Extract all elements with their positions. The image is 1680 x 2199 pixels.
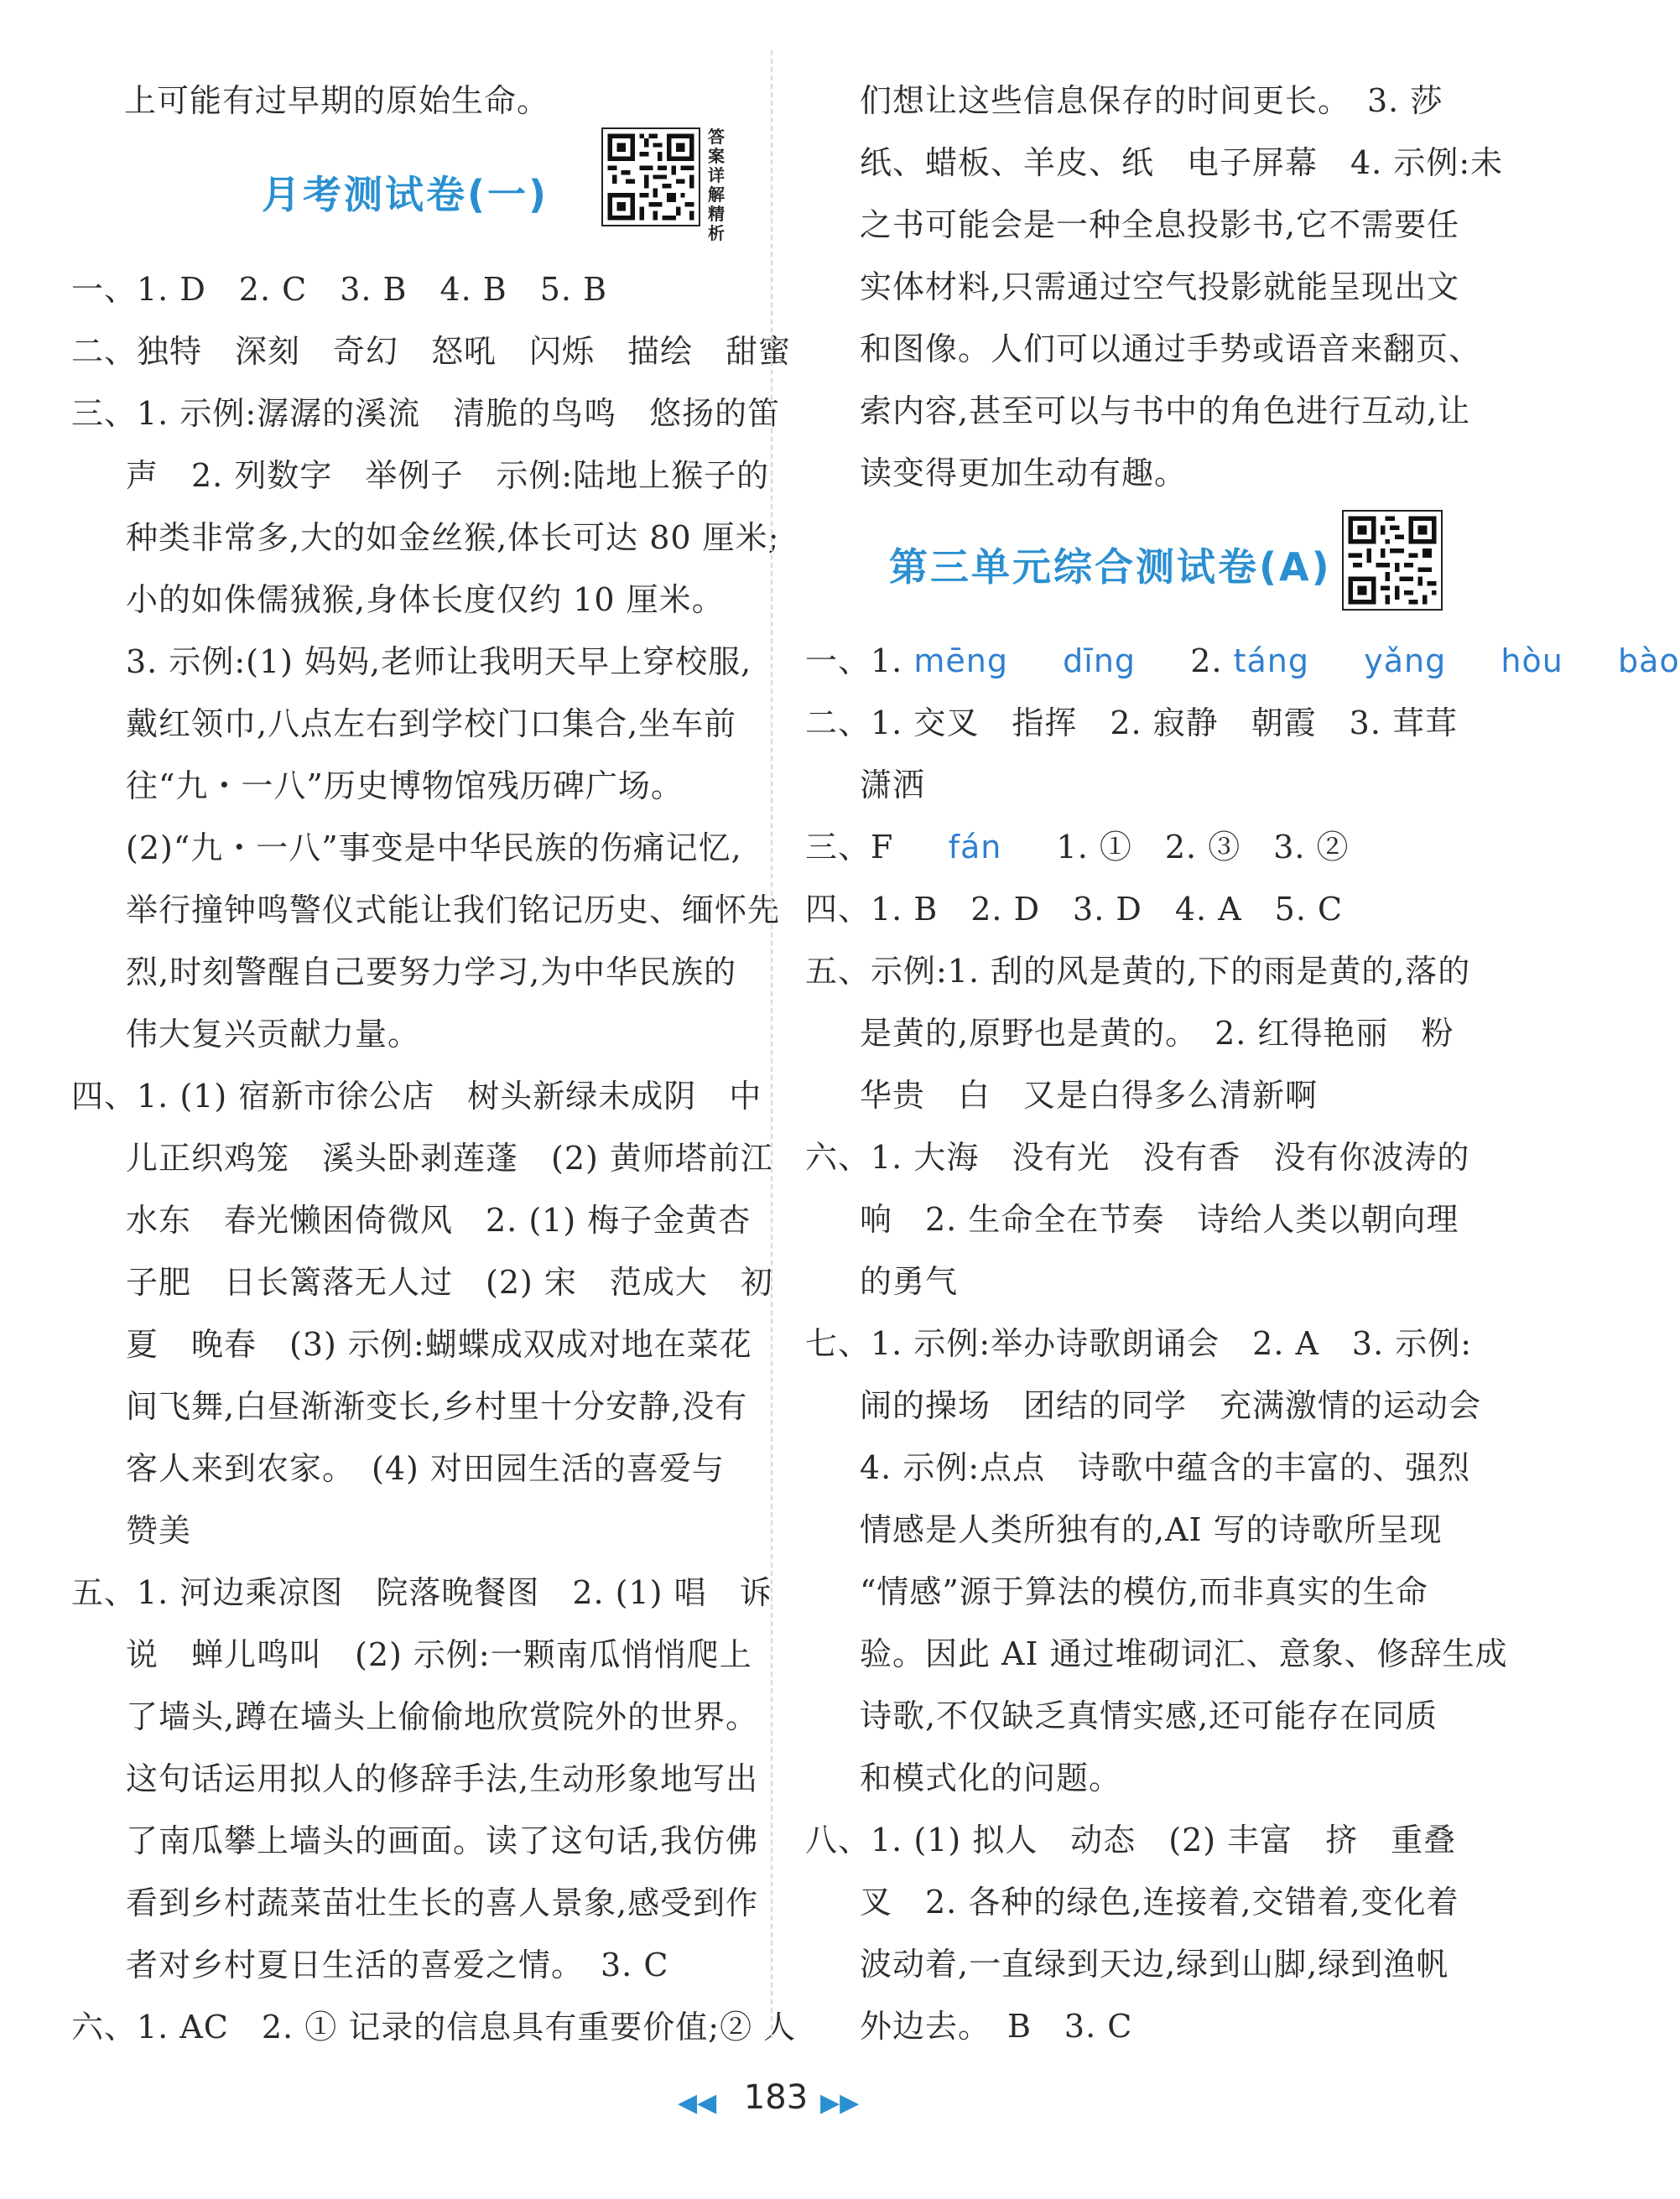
text-line: 看到乡村蔬菜苗壮生长的喜人景象,感受到作 — [126, 1884, 759, 1921]
text-line: 了墙头,蹲在墙头上偷偷地欣赏院外的世界。 — [126, 1698, 759, 1735]
text-line: 潇洒 — [860, 767, 926, 803]
text-line: 波动着,一直绿到天边,绿到山脚,绿到渔帆 — [860, 1946, 1449, 1983]
text-line: 一、1. D 2. C 3. B 4. B 5. B — [71, 271, 607, 308]
text-line: 七、1. 示例:举办诗歌朗诵会 2. A 3. 示例: — [805, 1325, 1473, 1362]
text-line: 二、1. 交叉 指挥 2. 寂静 朝霞 3. 茸茸 — [805, 704, 1459, 741]
text-line: 三、1. 示例:潺潺的溪流 清脆的鸟鸣 悠扬的笛 — [71, 395, 781, 432]
text-line: 闹的操场 团结的同学 充满激情的运动会 — [860, 1387, 1482, 1424]
pinyin-text: dīng — [1063, 642, 1136, 679]
text-line: (2)“九・一八”事变是中华民族的伤痛记忆, — [126, 829, 742, 866]
text-line: 说 蝉儿鸣叫 (2) 示例:一颗南瓜悄悄爬上 — [126, 1636, 752, 1673]
prev-page-arrows-icon[interactable]: ◀◀ — [678, 2088, 717, 2118]
text-line: 客人来到农家。 (4) 对田园生活的喜爱与 — [126, 1450, 725, 1487]
text-line: 间飞舞,白昼渐渐变长,乡村里十分安静,没有 — [126, 1388, 748, 1425]
text-line: 验。因此 AI 通过堆砌词汇、意象、修辞生成 — [860, 1635, 1508, 1672]
qr-code-icon[interactable] — [1342, 510, 1443, 611]
row-number: 2. — [1190, 642, 1223, 679]
text-line: 实体材料,只需通过空气投影就能呈现出文 — [860, 268, 1460, 305]
pinyin-answer-row — [805, 640, 1680, 682]
text-line: 响 2. 生命全在节奏 诗给人类以朝向理 — [860, 1201, 1459, 1238]
section-title-monthly-test: 月考测试卷(一) — [262, 172, 549, 217]
text-line: 戴红领巾,八点左右到学校门口集合,坐车前 — [126, 705, 737, 742]
text-line: 3. 示例:(1) 妈妈,老师让我明天早上穿校服, — [126, 643, 752, 680]
text-line: 诗歌,不仅缺乏真情实感,还可能存在同质 — [860, 1697, 1438, 1734]
section-title-unit3-test: 第三单元综合测试卷(A) — [889, 544, 1332, 590]
text-line: 儿正织鸡笼 溪头卧剥莲蓬 (2) 黄师塔前江 — [126, 1140, 773, 1177]
text-line: 叉 2. 各种的绿色,连接着,交错着,变化着 — [860, 1884, 1459, 1921]
text-line: 索内容,甚至可以与书中的角色进行互动,让 — [860, 392, 1471, 429]
row-prefix: 一、1. — [805, 642, 903, 679]
text-line: 情感是人类所独有的,AI 写的诗歌所呈现 — [860, 1511, 1443, 1548]
qr-label: 答案详解精析 — [708, 127, 725, 243]
text-line: 了南瓜攀上墙头的画面。读了这句话,我仿佛 — [126, 1822, 759, 1859]
text-line: 读变得更加生动有趣。 — [860, 455, 1188, 491]
qr-code-icon[interactable] — [601, 127, 700, 226]
page-number: 183 — [743, 2078, 809, 2117]
text-line: 八、1. (1) 拟人 动态 (2) 丰富 挤 重叠 — [805, 1822, 1457, 1858]
text-line: “情感”源于算法的模仿,而非真实的生命 — [860, 1573, 1428, 1610]
row-rest: 1. ① 2. ③ 3. ② — [1056, 829, 1350, 866]
text-line: 种类非常多,大的如金丝猴,体长可达 80 厘米; — [126, 519, 780, 556]
next-page-arrows-icon[interactable]: ▶▶ — [820, 2088, 860, 2118]
text-line: 者对乡村夏日生活的喜爱之情。 3. C — [126, 1947, 669, 1983]
text-line: 夏 晚春 (3) 示例:蝴蝶成双成对地在菜花 — [126, 1326, 752, 1363]
text-line: 声 2. 列数字 举例子 示例:陆地上猴子的 — [126, 457, 770, 494]
text-line: 四、1. (1) 宿新市徐公店 树头新绿未成阴 中 — [71, 1078, 762, 1115]
pinyin-text: yǎng — [1364, 642, 1447, 679]
pinyin-text: mēng — [913, 642, 1008, 679]
text-line: 和图像。人们可以通过手势或语音来翻页、 — [860, 330, 1482, 367]
text-line: 六、1. AC 2. ① 记录的信息具有重要价值;② 人 — [71, 2009, 797, 2046]
text-line: 六、1. 大海 没有光 没有香 没有你波涛的 — [805, 1139, 1470, 1176]
text-line: 水东 春光懒困倚微风 2. (1) 梅子金黄杏 — [126, 1202, 752, 1239]
text-line: 举行撞钟鸣警仪式能让我们铭记历史、缅怀先 — [126, 892, 781, 928]
text-line: 赞美 — [126, 1512, 192, 1549]
pinyin-text: fán — [948, 829, 1002, 866]
text-line: 纸、蜡板、羊皮、纸 电子屏幕 4. 示例:未 — [860, 144, 1504, 181]
text-line: 上可能有过早期的原始生命。 — [124, 82, 550, 119]
text-line: 四、1. B 2. D 3. D 4. A 5. C — [805, 891, 1344, 928]
text-line: 外边去。 B 3. C — [860, 2008, 1133, 2045]
text-line: 的勇气 — [860, 1263, 959, 1300]
row-prefix: 三、F — [805, 829, 894, 866]
text-line: 4. 示例:点点 诗歌中蕴含的丰富的、强烈 — [860, 1449, 1471, 1486]
text-line: 是黄的,原野也是黄的。 2. 红得艳丽 粉 — [860, 1015, 1454, 1052]
pinyin-text: bào — [1618, 642, 1680, 679]
pinyin-text: hòu — [1501, 642, 1563, 679]
text-line: 之书可能会是一种全息投影书,它不需要任 — [860, 206, 1460, 243]
text-line: 华贵 白 又是白得多么清新啊 — [860, 1077, 1319, 1114]
text-line: 二、独特 深刻 奇幻 怒吼 闪烁 描绘 甜蜜 — [71, 333, 792, 370]
text-line: 们想让这些信息保存的时间更长。 3. 莎 — [860, 82, 1443, 119]
text-line: 这句话运用拟人的修辞手法,生动形象地写出 — [126, 1760, 759, 1797]
text-line: 和模式化的问题。 — [860, 1760, 1122, 1796]
pinyin-text: táng — [1233, 642, 1310, 679]
text-line: 五、示例:1. 刮的风是黄的,下的雨是黄的,落的 — [805, 953, 1471, 990]
column-divider — [771, 50, 772, 2038]
text-line: 烈,时刻警醒自己要努力学习,为中华民族的 — [126, 954, 737, 990]
pinyin-answer-row — [805, 826, 1350, 868]
text-line: 小的如侏儒狨猴,身体长度仅约 10 厘米。 — [126, 581, 725, 618]
text-line: 伟大复兴贡献力量。 — [126, 1016, 421, 1053]
text-line: 五、1. 河边乘凉图 院落晚餐图 2. (1) 唱 诉 — [71, 1574, 772, 1611]
text-line: 往“九・一八”历史博物馆残历碑广场。 — [126, 767, 684, 804]
text-line: 子肥 日长篱落无人过 (2) 宋 范成大 初 — [126, 1264, 773, 1301]
